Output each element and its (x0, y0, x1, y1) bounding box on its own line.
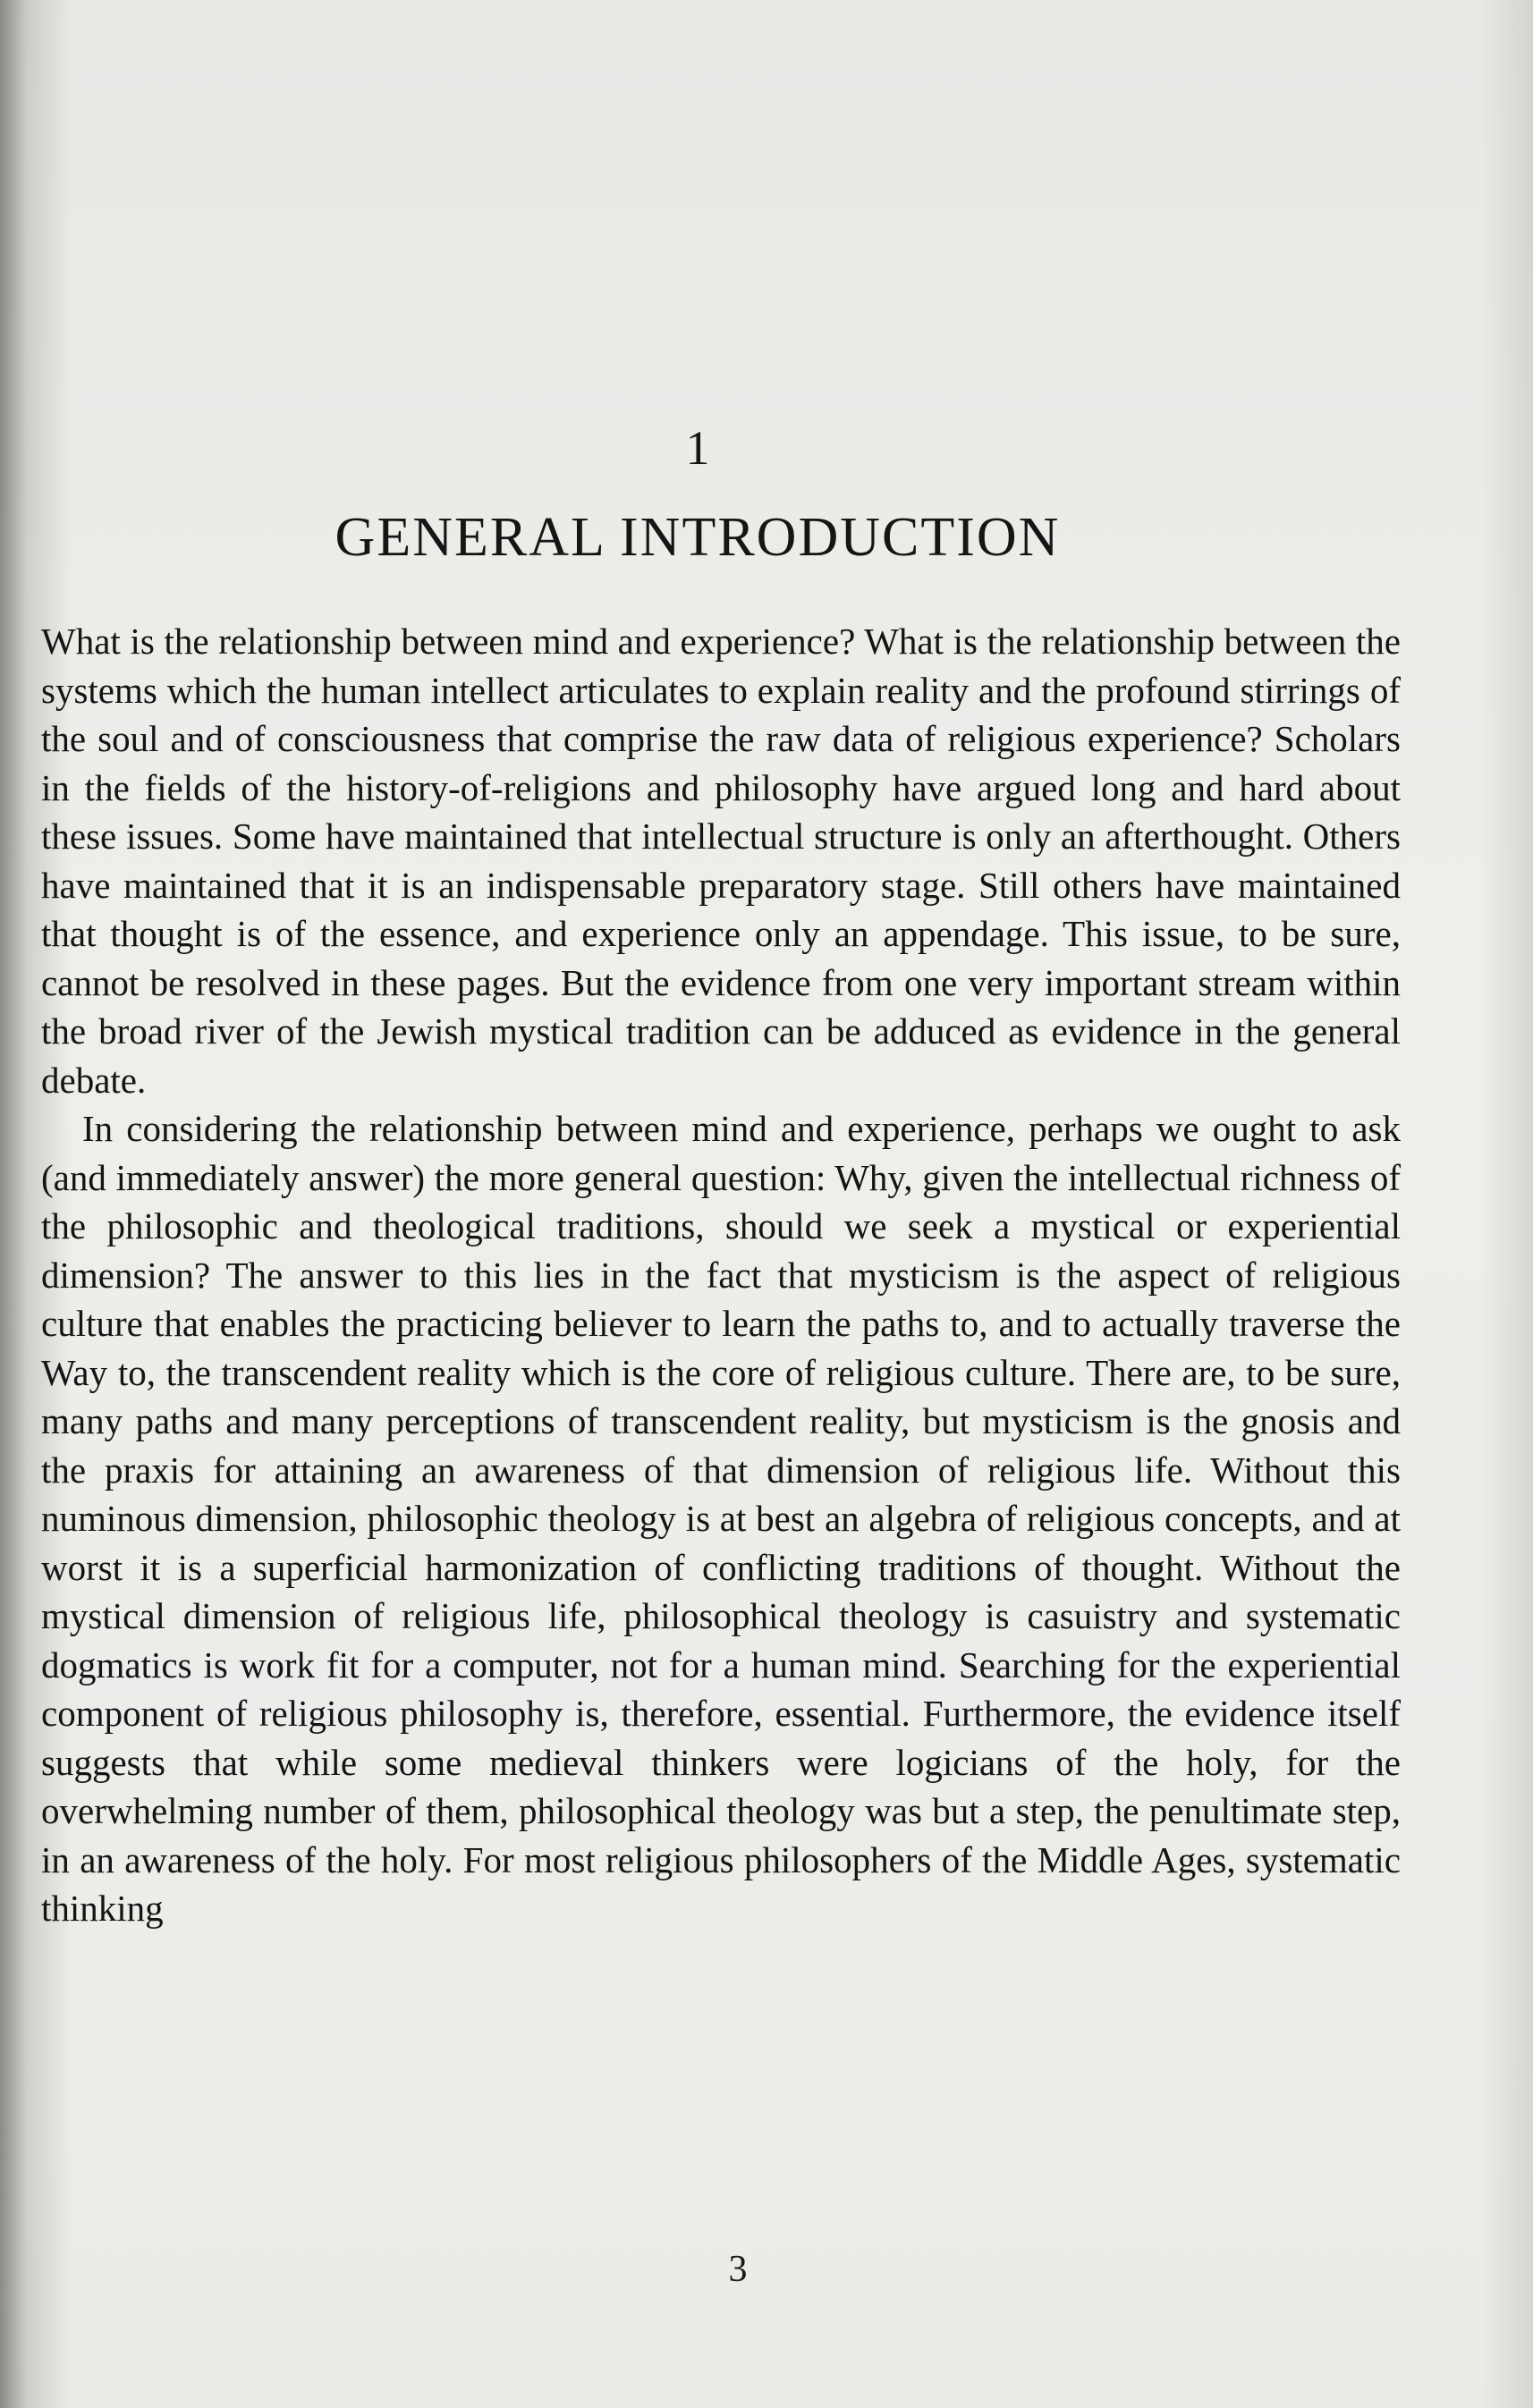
body-text (41, 617, 1401, 1933)
page-number: 3 (728, 2249, 748, 2290)
chapter-number: 1 (685, 421, 710, 475)
paragraph-1: What is the relationship between mind and experience? What is the relationship between the systems which the human intellect articulates to explain reality and the profound stirrings of the soul and of consciousness that comprise the raw data of religious experience? Scholars in the fields of the history-of-religions and philosophy have argued long and hard about these issues. Some have maintained that intellectual structure is only an afterthought. Others have maintained that it is an indispensable preparatory stage. Still others have maintained that thought is of the essence, and experience only an appendage. This issue, to be sure, cannot be resolved in these pages. But the evidence from one very important stream within the broad river of the Jewish mystical tradition can be adduced as evidence in the general debate. (41, 621, 1401, 1101)
page-edge-shadow (1479, 0, 1533, 2408)
paragraph-2: In considering the relationship between mind and experience, perhaps we ought to ask (and immediately answer) the more general question: Why, given the intellectual richness of the philosophic and theological traditions, should we seek a mystical or experiential dimension? The answer to this lies in the fact that mysticism is the aspect of religious culture that enables the practicing believer to learn the paths to, and to actually traverse the Way to, the transcendent reality which is the core of religious culture. There are, to be sure, many paths and many perceptions of transcendent reality, but mysticism is the gnosis and the praxis for attaining an awareness of that dimension of religious life. Without this numinous dimension, philosophic theology is at best an algebra of religious concepts, and at worst it is a superficial harmonization of conflicting traditions of thought. Without the mystical dimension of religious life, philosophical theology is casuistry and systematic dogmatics is work fit for a computer, not for a human mind. Searching for the experiential component of religious philosophy is, therefore, essential. Furthermore, the evidence itself suggests that while some medieval thinkers were logicians of the holy, for the overwhelming number of them, philosophical theology was but a step, the penultimate step, in an awareness of the holy. For most religious philosophers of the Middle Ages, systematic thinking (41, 1108, 1401, 1929)
chapter-title: GENERAL INTRODUCTION (335, 507, 1061, 568)
